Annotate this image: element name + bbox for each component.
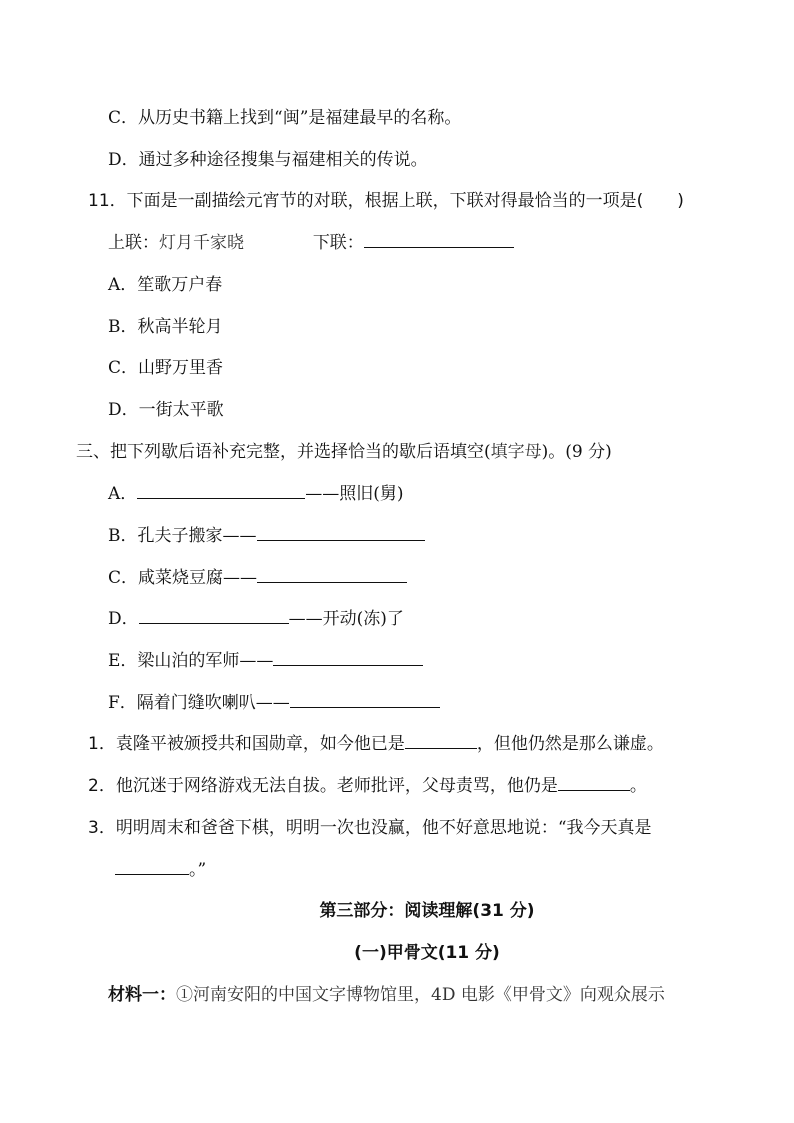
q11-upper-label: 上联：	[108, 233, 159, 253]
fill-sentence-3-cont	[115, 858, 206, 882]
fill-3-number: 3．	[88, 818, 116, 838]
section3-heading	[76, 440, 612, 464]
fill-2-text-a: 他沉迷于网络游戏无法自拔。老师批评，父母责骂，他仍是	[115, 776, 558, 796]
fill-1-blank[interactable]	[405, 732, 477, 749]
section3-heading-c: )。(9 分)	[541, 442, 612, 462]
xiehouyu-e-text: E．梁山泊的军师——	[108, 651, 274, 671]
q11-upper-text: 灯月千家晓	[159, 233, 244, 253]
xiehouyu-d	[108, 607, 404, 631]
fill-sentence-1	[88, 732, 664, 756]
material-1-text: ①河南安阳的中国文字博物馆里，4D 电影《甲骨文》向观众展示	[176, 985, 665, 1005]
fill-1-text-a: 袁隆平被颁授共和国勋章，如今他已是	[115, 734, 405, 754]
xiehouyu-c-text: C．咸菜烧豆腐——	[108, 568, 258, 588]
part3-title: 第三部分：阅读理解(31 分)	[319, 901, 535, 921]
q10-option-d: D．通过多种途径搜集与福建相关的传说。	[108, 150, 428, 170]
q11-lower-blank[interactable]	[364, 231, 514, 248]
xiehouyu-b-text: B．孔夫子搬家——	[108, 526, 257, 546]
fill-2-blank[interactable]	[558, 774, 630, 791]
xiehouyu-f	[108, 691, 440, 715]
q11-option-b: B．秋高半轮月	[108, 317, 223, 337]
q11-option-d: D．一街太平歌	[108, 400, 224, 420]
xiehouyu-a-label: A．	[108, 484, 138, 504]
xiehouyu-b	[108, 524, 425, 548]
xiehouyu-d-blank[interactable]	[139, 607, 289, 624]
q10-option-c: C．从历史书籍上找到“闽”是福建最早的名称。	[108, 108, 462, 128]
q11-stem	[88, 189, 684, 213]
xiehouyu-f-text: F．隔着门缝吹喇叭——	[108, 693, 290, 713]
xiehouyu-c-blank[interactable]	[257, 566, 407, 583]
xiehouyu-c	[108, 566, 407, 590]
q11-option-c: C．山野万里香	[108, 358, 224, 378]
section3-heading-a: 三、把下列歇后语补充完整，并选择恰当的歇后语填空(	[76, 442, 491, 462]
fill-3-blank[interactable]	[115, 858, 189, 875]
xiehouyu-a-blank[interactable]	[137, 482, 305, 499]
q11-lower-label: 下联：	[312, 233, 364, 253]
fill-1-number: 1．	[88, 734, 116, 754]
fill-2-text-b: 。	[629, 776, 647, 796]
xiehouyu-b-blank[interactable]	[257, 524, 425, 541]
xiehouyu-f-blank[interactable]	[290, 691, 440, 708]
material-1	[108, 983, 665, 1007]
fill-1-text-b: ，但他仍然是那么谦虚。	[476, 734, 664, 754]
section3-heading-b: 填字母	[490, 442, 542, 462]
q11-couplet	[108, 231, 514, 255]
xiehouyu-d-label: D．	[108, 609, 139, 629]
material-1-label: 材料一：	[108, 985, 176, 1005]
fill-sentence-3	[88, 816, 652, 840]
fill-3-text-b: 。”	[189, 860, 207, 880]
fill-3-text-a: 明明周末和爸爸下棋，明明一次也没赢，他不好意思地说：“我今天真是	[115, 818, 652, 838]
fill-2-number: 2．	[88, 776, 116, 796]
q11-stem-text: 11．下面是一副描绘元宵节的对联，根据上联，下联对得最恰当的一项是( )	[88, 191, 684, 211]
q11-option-a: A．笙歌万户春	[108, 275, 223, 295]
xiehouyu-a	[108, 482, 404, 506]
xiehouyu-d-after: ——开动(冻)了	[288, 609, 404, 629]
xiehouyu-e-blank[interactable]	[273, 649, 423, 666]
fill-sentence-2	[88, 774, 647, 798]
part3-subtitle: (一)甲骨文(11 分)	[354, 943, 500, 963]
xiehouyu-a-after: ——照旧(舅)	[305, 484, 404, 504]
xiehouyu-e	[108, 649, 423, 673]
